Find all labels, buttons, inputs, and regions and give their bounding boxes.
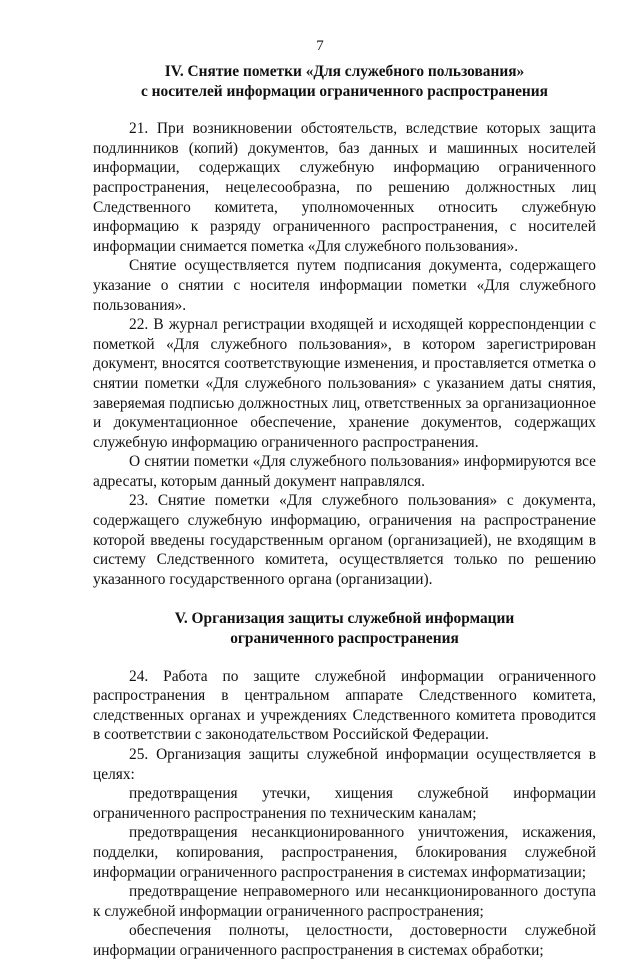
- paragraph-23: 23. Снятие пометки «Для служебного пользования» с документа, содержащего служебную информацию, ограничения на распространение которой введены государственным органом (организацией), не входящим в систему Следственного комитета, осуществляется только по решению указанного государственного органа (организации).: [93, 492, 596, 588]
- paragraph-24: 24. Работа по защите служебной информации ограниченного распространения в центральном аппарате Следственного комитета, следственных органах и учреждениях Следственного комитета проводится в соответствии с законодательством Российской Федерации.: [93, 667, 596, 744]
- document-body: [93, 62, 596, 961]
- paragraph-21: 21. При возникновении обстоятельств, вследствие которых защита подлинников (копий) документов, баз данных и машинных носителей информации, содержащих служебную информацию ограниченного распространения, нецелесообразна, по решению должностных лиц Следственного комитета, уполномоченных относить служебную информацию к разряду ограниченного распространения, с носителей информации снимается пометка «Для служебного пользования».: [93, 120, 596, 255]
- list-item-access-prevention: предотвращение неправомерного или несанкционированного доступа к служебной информации ограниченного распространения;: [93, 883, 596, 920]
- section-4-title-line-1: IV. Снятие пометки «Для служебного пользования»: [164, 63, 525, 80]
- list-item-integrity: обеспечения полноты, целостности, достоверности служебной информации ограниченного распространения в системах обработки;: [93, 922, 596, 959]
- section-5-title-line-1: V. Организация защиты служебной информации: [174, 610, 515, 628]
- paragraph-22-notice: О снятии пометки «Для служебного пользования» информируются все адресаты, которым данный документ направлялся.: [93, 453, 596, 490]
- page-number: 7: [316, 38, 324, 54]
- paragraph-25: 25. Организация защиты служебной информации осуществляется в целях:: [93, 746, 596, 783]
- section-4-heading: [93, 62, 596, 101]
- paragraph-22: 22. В журнал регистрации входящей и исходящей корреспонденции с пометкой «Для служебного пользования», в котором зарегистрирован документ, вносятся соответствующие изменения, и проставляется отметка о снятии пометки «Для служебного пользования» с указанием даты снятия, заверяемая подписью должностных лиц, ответственных за организационное и документационное обеспечение, хранение документов, содержащих служебную информацию ограниченного распространения.: [93, 316, 596, 451]
- section-5-title-line-2: ограниченного распространения: [230, 630, 459, 648]
- list-item-destruction-prevention: предотвращения несанкционированного уничтожения, искажения, подделки, копирования, распространения, блокирования служебной информации ограниченного распространения в системах информатизации;: [93, 824, 596, 881]
- section-4-title-line-2: с носителей информации ограниченного распространения: [140, 82, 548, 100]
- paragraph-21-removal: Снятие осуществляется путем подписания документа, содержащего указание о снятии с носителя информации пометки «Для служебного пользования».: [93, 257, 596, 314]
- list-item-leak-prevention: предотвращения утечки, хищения служебной информации ограниченного распространения по техническим каналам;: [93, 785, 596, 822]
- section-5-heading: [93, 609, 596, 648]
